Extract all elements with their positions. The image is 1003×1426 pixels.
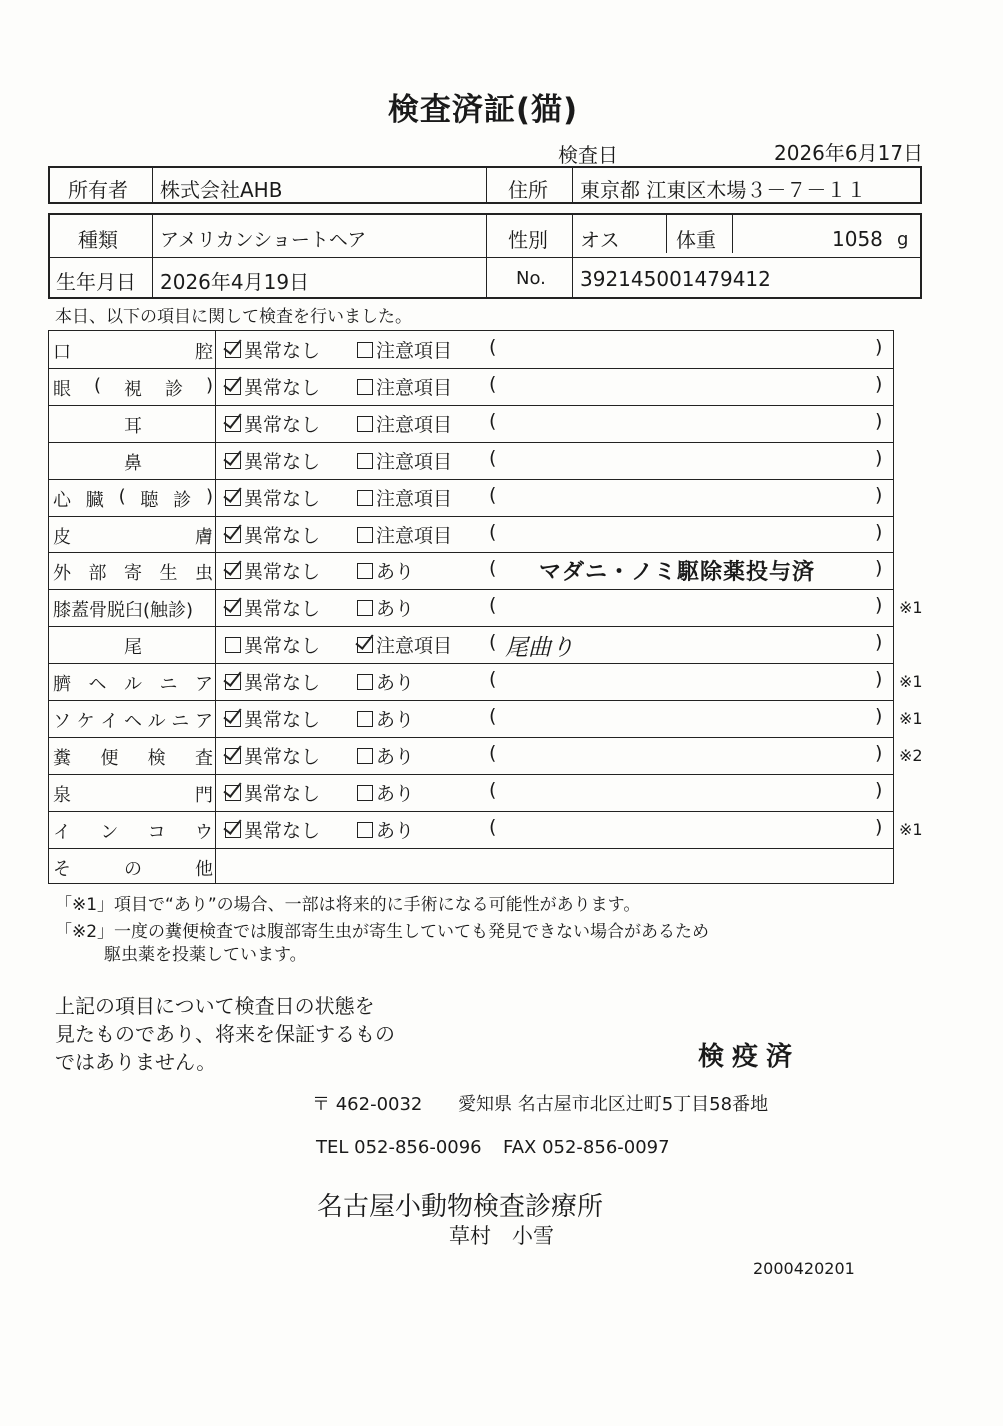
checkbox-icon — [357, 379, 373, 395]
handwritten-remark: 尾曲り — [505, 635, 574, 662]
paren-close: ) — [875, 557, 883, 580]
paren-open: ( — [489, 631, 497, 654]
alt-checkbox[interactable] — [357, 521, 452, 548]
weight-value: 1058 — [832, 227, 883, 251]
normal-checkbox[interactable] — [225, 557, 320, 584]
item-label-part: 尾 — [124, 637, 142, 659]
item-label-part: ケ — [76, 711, 95, 732]
paren-close: ) — [875, 594, 883, 617]
address-label: 住所 — [508, 178, 548, 202]
microchip-number: 392145001479412 — [580, 267, 771, 291]
item-label — [53, 449, 213, 475]
normal-label: 異常なし — [244, 450, 321, 473]
item-label-part: 診 — [164, 378, 183, 400]
item-label-part: 膝蓋骨脱臼(触診) — [53, 600, 194, 622]
item-label-part: 心 — [53, 489, 71, 511]
checkbox-icon — [225, 527, 241, 543]
checkbox-icon — [225, 416, 241, 432]
item-label-part: 腔 — [195, 342, 213, 363]
note-mark: ※1 — [899, 598, 923, 618]
alt-checkbox[interactable] — [357, 816, 414, 843]
disclaimer-line: 見たものであり、将来を保証するもの — [55, 1022, 395, 1046]
item-label-part: 泉 — [53, 784, 71, 806]
alt-label: あり — [376, 782, 415, 805]
owner-value: 株式会社AHB — [160, 178, 283, 202]
normal-label: 異常なし — [244, 672, 321, 695]
checklist-row — [49, 405, 893, 442]
paren-close: ) — [875, 705, 883, 727]
normal-label: 異常なし — [244, 635, 321, 658]
normal-checkbox[interactable] — [225, 484, 320, 511]
item-label-part: 部 — [88, 563, 107, 585]
disclaimer-line: 上記の項目について検査日の状態を — [55, 994, 375, 1018]
checklist-row — [49, 368, 893, 405]
normal-checkbox[interactable] — [225, 336, 320, 363]
item-label-part: 検 — [147, 747, 166, 769]
paren-close: ) — [875, 336, 883, 358]
item-label — [53, 744, 213, 770]
item-label — [53, 670, 213, 696]
alt-checkbox[interactable] — [357, 373, 452, 400]
checkbox-icon — [357, 785, 373, 801]
checklist-row — [49, 552, 893, 589]
item-label — [53, 596, 213, 622]
alt-label: あり — [376, 819, 415, 842]
checkbox-icon — [357, 674, 373, 690]
note-mark: ※1 — [899, 672, 923, 692]
alt-checkbox[interactable] — [357, 705, 414, 732]
item-label — [53, 855, 213, 881]
normal-checkbox[interactable] — [225, 705, 320, 732]
checkbox-icon — [357, 600, 373, 616]
alt-label: あり — [376, 745, 415, 768]
paren-open: ( — [489, 483, 497, 506]
checklist-row — [49, 848, 893, 885]
item-label-part: ( — [118, 485, 126, 507]
item-label-part: 門 — [195, 784, 213, 806]
paren-open: ( — [489, 372, 497, 395]
alt-checkbox[interactable] — [357, 557, 414, 584]
alt-checkbox[interactable] — [357, 668, 414, 695]
document-number: 2000420201 — [753, 1259, 855, 1278]
item-label-part: 眼 — [53, 378, 71, 400]
animal-info-box — [48, 213, 922, 299]
item-label-part: イ — [53, 821, 71, 843]
normal-label: 異常なし — [244, 413, 321, 436]
birth-label: 生年月日 — [56, 270, 136, 294]
alt-label: 注意項目 — [376, 450, 453, 473]
paren-open: ( — [489, 741, 497, 764]
item-label-part: の — [124, 858, 142, 880]
paren-close: ) — [875, 778, 883, 801]
paren-close: ) — [875, 520, 883, 543]
item-label-part: 鼻 — [124, 452, 142, 474]
item-label — [53, 338, 213, 364]
footnote-2-continued: 駆虫薬を投薬しています。 — [104, 945, 307, 965]
normal-label: 異常なし — [244, 524, 321, 547]
normal-checkbox[interactable] — [225, 742, 320, 769]
item-label — [53, 559, 213, 585]
checklist-row — [49, 774, 893, 811]
item-label-part: 寄 — [124, 563, 142, 585]
checklist-row — [49, 331, 893, 368]
item-label — [53, 633, 213, 659]
disclaimer-line: ではありません。 — [55, 1050, 217, 1074]
paren-close: ) — [875, 372, 883, 395]
item-label — [53, 523, 213, 549]
normal-label: 異常なし — [244, 561, 321, 584]
footnote-2: 「※2」一度の糞便検査では腹部寄生虫が寄生していても発見できない場合があるため — [55, 922, 710, 942]
paren-open: ( — [489, 778, 497, 801]
normal-checkbox[interactable] — [225, 668, 320, 695]
checkbox-icon — [225, 711, 241, 727]
alt-label: 注意項目 — [376, 340, 453, 362]
normal-label: 異常なし — [244, 782, 321, 805]
alt-label: あり — [376, 561, 415, 584]
breed-label: 種類 — [78, 228, 118, 252]
item-label-part: ア — [195, 674, 213, 696]
item-label — [53, 818, 213, 844]
item-label-part: 聴 — [140, 489, 159, 511]
item-label-part: 視 — [124, 378, 142, 400]
intro-text: 本日、以下の項目に関して検査を行いました。 — [55, 307, 412, 327]
alt-checkbox[interactable] — [357, 336, 452, 363]
clinic-fax: FAX 052-856-0097 — [503, 1137, 670, 1158]
alt-label: 注意項目 — [376, 524, 453, 547]
weight-unit: g — [897, 229, 909, 250]
checkbox-icon — [225, 600, 241, 616]
birth-value: 2026年4月19日 — [160, 270, 310, 294]
item-label-part: 生 — [159, 563, 178, 585]
checklist-row — [49, 516, 893, 553]
paren-open: ( — [489, 594, 497, 617]
normal-label: 異常なし — [244, 709, 321, 731]
checkbox-icon — [225, 637, 241, 653]
alt-label: あり — [376, 598, 415, 621]
alt-checkbox[interactable] — [357, 742, 414, 769]
alt-checkbox[interactable] — [357, 779, 414, 806]
checkbox-icon — [225, 785, 241, 801]
normal-label: 異常なし — [244, 598, 321, 621]
item-label-part: 皮 — [53, 526, 71, 548]
alt-checkbox[interactable] — [357, 594, 414, 621]
checkbox-icon — [225, 674, 241, 690]
checklist-table — [48, 330, 923, 884]
normal-checkbox[interactable] — [225, 594, 320, 621]
item-label-part: 外 — [53, 563, 71, 585]
paren-open: ( — [489, 409, 497, 432]
address-value: 東京都 江東区木場３－７－１１ — [580, 178, 867, 202]
paren-close: ) — [875, 631, 883, 654]
alt-label: 注意項目 — [376, 635, 453, 658]
owner-label: 所有者 — [68, 178, 128, 202]
paren-open: ( — [489, 336, 497, 358]
normal-label: 異常なし — [244, 819, 321, 842]
item-label-part: ) — [205, 374, 213, 396]
checkbox-icon — [357, 490, 373, 506]
item-label-part: ソ — [53, 711, 71, 732]
no-label: No. — [516, 268, 546, 289]
checkbox-icon — [357, 342, 373, 358]
paren-open: ( — [489, 668, 497, 691]
item-label-part: ヘ — [88, 674, 107, 696]
checkbox-icon — [225, 748, 241, 764]
item-label-part: ( — [93, 374, 102, 396]
item-label — [53, 412, 213, 438]
item-label-part: ア — [194, 711, 213, 732]
item-label-part: ル — [124, 674, 142, 696]
normal-label: 異常なし — [244, 340, 321, 362]
item-label-part: 膚 — [195, 526, 213, 548]
item-label — [53, 707, 213, 733]
checklist-row — [49, 663, 923, 700]
paren-open: ( — [489, 446, 497, 469]
page-title: 検査済証(猫) — [387, 92, 579, 128]
checkbox-icon — [225, 453, 241, 469]
checkbox-icon — [225, 342, 241, 358]
item-label-part: イ — [100, 711, 119, 732]
clinic-address: 愛知県 名古屋市北区辻町5丁目58番地 — [458, 1094, 769, 1115]
normal-checkbox[interactable] — [225, 447, 320, 474]
item-label-part: ニ — [159, 674, 178, 696]
checkbox-icon — [357, 563, 373, 579]
checkbox-icon — [357, 822, 373, 838]
paren-close: ) — [875, 815, 883, 838]
quarantine-stamp: 検疫済 — [698, 1042, 801, 1072]
normal-checkbox[interactable] — [225, 521, 320, 548]
item-label-part: ウ — [194, 821, 213, 843]
alt-label: あり — [376, 672, 415, 695]
item-label — [53, 781, 213, 807]
item-label — [53, 375, 213, 401]
alt-label: 注意項目 — [376, 413, 453, 436]
item-label-part: 診 — [173, 489, 192, 511]
paren-close: ) — [875, 483, 883, 506]
alt-label: あり — [376, 709, 415, 731]
item-label-part: 糞 — [53, 747, 71, 769]
item-label-part: ニ — [171, 711, 190, 732]
footnote-1: 「※1」項目で“あり”の場合、一部は将来的に手術になる可能性があります。 — [55, 895, 641, 915]
checklist-row — [49, 626, 893, 663]
owner-box — [48, 166, 922, 204]
breed-value: アメリカンショートヘア — [160, 229, 367, 251]
vet-name: 草村 小雪 — [449, 1224, 554, 1248]
item-remark: マダニ・ノミ駆除薬投与済 — [539, 560, 816, 586]
checkbox-icon — [225, 822, 241, 838]
item-label-part: ン — [100, 821, 119, 843]
alt-checkbox[interactable] — [357, 410, 452, 437]
item-label-part: 臍 — [53, 674, 71, 696]
note-mark: ※1 — [899, 709, 923, 728]
clinic-tel: TEL 052-856-0096 — [316, 1137, 482, 1158]
note-mark: ※1 — [899, 819, 923, 839]
paren-open: ( — [489, 815, 497, 838]
postal-code: 〒 462-0032 — [312, 1094, 423, 1115]
normal-label: 異常なし — [244, 487, 321, 510]
checkbox-icon — [357, 748, 373, 764]
normal-checkbox[interactable] — [225, 779, 320, 806]
normal-checkbox[interactable] — [225, 631, 320, 658]
checklist-row — [49, 589, 923, 626]
item-label-part: ) — [205, 485, 213, 507]
alt-label: 注意項目 — [376, 487, 453, 510]
paren-close: ) — [875, 409, 883, 432]
item-label-part: コ — [147, 821, 166, 843]
exam-date: 2026年6月17日 — [774, 141, 924, 165]
weight-label: 体重 — [676, 228, 716, 252]
item-label-part: 便 — [100, 747, 119, 769]
checkbox-icon — [225, 379, 241, 395]
disclaimer — [55, 992, 395, 1076]
alt-label: 注意項目 — [376, 376, 453, 399]
item-label — [53, 486, 213, 512]
checkbox-icon — [357, 637, 373, 653]
paren-close: ) — [875, 741, 883, 764]
paren-close: ) — [875, 668, 883, 691]
normal-checkbox[interactable] — [225, 373, 320, 400]
paren-close: ) — [875, 446, 883, 469]
checkbox-icon — [357, 711, 373, 727]
clinic-name: 名古屋小動物検査診療所 — [317, 1192, 604, 1222]
item-label-part: 査 — [194, 747, 213, 769]
paren-open: ( — [489, 705, 497, 727]
checklist-row — [49, 811, 923, 848]
normal-label: 異常なし — [244, 745, 321, 768]
checkbox-icon — [225, 490, 241, 506]
checklist-row — [49, 442, 893, 479]
exam-date-label: 検査日 — [558, 143, 618, 167]
item-label-part: そ — [53, 858, 71, 880]
item-label-part: 口 — [53, 342, 71, 363]
normal-checkbox[interactable] — [225, 816, 320, 843]
paren-open: ( — [489, 557, 497, 580]
checklist-row — [49, 700, 923, 737]
alt-checkbox[interactable] — [357, 484, 452, 511]
normal-checkbox[interactable] — [225, 410, 320, 437]
checklist-row — [49, 479, 893, 516]
paren-open: ( — [489, 520, 497, 543]
item-label-part: 臓 — [85, 489, 104, 511]
sex-value: オス — [580, 228, 620, 252]
item-label-part: 他 — [195, 858, 213, 880]
checkbox-icon — [225, 563, 241, 579]
normal-label: 異常なし — [244, 376, 321, 399]
checklist-row — [49, 737, 923, 774]
item-label-part: 耳 — [124, 415, 142, 437]
checkbox-icon — [357, 453, 373, 469]
alt-checkbox[interactable] — [357, 631, 452, 658]
checkbox-icon — [357, 527, 373, 543]
note-mark: ※2 — [899, 745, 923, 765]
checkbox-icon — [357, 416, 373, 432]
item-label-part: 虫 — [195, 563, 213, 585]
item-label-part: ル — [147, 711, 166, 732]
alt-checkbox[interactable] — [357, 447, 452, 474]
sex-label: 性別 — [508, 228, 548, 252]
item-label-part: ヘ — [123, 711, 142, 732]
